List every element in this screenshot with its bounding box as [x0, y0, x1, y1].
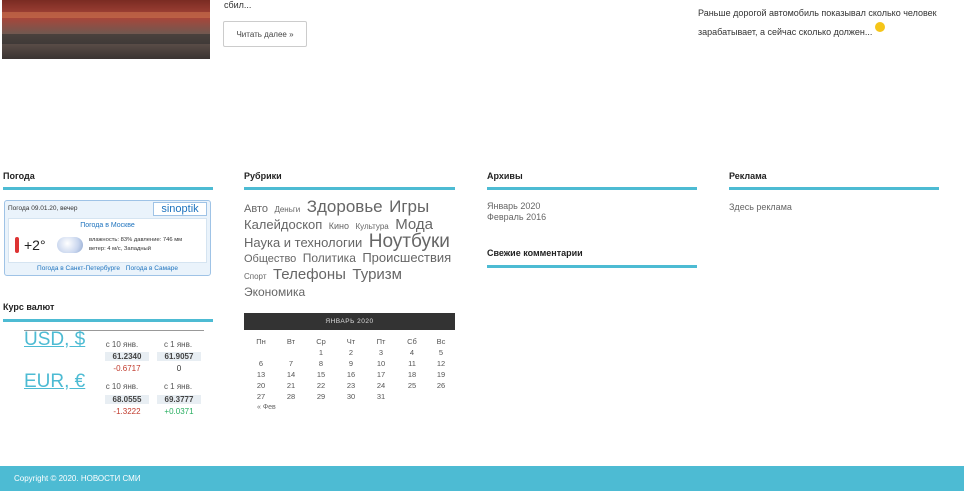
tag-cloud [244, 199, 458, 300]
currency-date-label: с 1 янв. [163, 382, 193, 391]
currency-value: 68.0555 [105, 395, 149, 404]
calendar-weekday: Вс [436, 337, 446, 346]
calendar-day: 30 [346, 392, 356, 401]
calendar-day: 9 [348, 359, 354, 368]
sunglasses-emoji-icon [875, 22, 885, 32]
post-right-text [698, 4, 948, 42]
thumbnail-detail [2, 34, 210, 44]
currency-value: 69.3777 [157, 395, 201, 404]
post-right-excerpt: Раньше дорогой автомобиль показывал сколько человек зарабатывает, а сейчас сколько должен... [698, 8, 937, 37]
post-thumbnail[interactable] [2, 0, 210, 59]
calendar-day: 17 [376, 370, 386, 379]
currency-date-label: с 10 янв. [105, 382, 139, 391]
weather-city-link[interactable]: Погода в Москве [80, 222, 135, 229]
calendar-widget [244, 313, 455, 411]
calendar-day: 25 [407, 381, 417, 390]
weather-link-samara[interactable]: Погода в Самаре [125, 265, 178, 272]
calendar-day: 7 [288, 359, 294, 368]
tag-link[interactable]: Телефоны [272, 266, 346, 283]
calendar-day: 8 [318, 359, 324, 368]
calendar-day: 1 [318, 348, 324, 357]
calendar-weekday: Пт [376, 337, 386, 346]
post-excerpt: сбил... [224, 0, 252, 10]
widget-title-underline [487, 187, 697, 190]
currency-date-label: с 1 янв. [163, 340, 193, 349]
calendar-weekday: Сб [407, 337, 417, 346]
calendar-day: 29 [316, 392, 326, 401]
calendar-day: 14 [286, 370, 296, 379]
weather-temperature: +2° [24, 237, 46, 253]
widget-title-underline [244, 187, 455, 190]
calendar-day: 11 [408, 359, 416, 368]
calendar-weekday: Пн [256, 337, 266, 346]
tag-link[interactable]: Авто [244, 203, 268, 215]
tag-link[interactable]: Игры [389, 197, 430, 216]
tag-link[interactable]: Экономика [244, 285, 306, 299]
archive-link[interactable]: Январь 2020 [487, 201, 541, 211]
read-more-button[interactable]: Читать далее » [223, 21, 307, 47]
calendar-weekday: Чт [346, 337, 356, 346]
archive-link[interactable]: Февраль 2016 [487, 212, 547, 222]
widget-title-archives: Архивы [487, 171, 523, 181]
tag-link[interactable]: Кино [328, 221, 350, 231]
currency-value: 61.2340 [105, 352, 149, 361]
calendar-day: 10 [376, 359, 386, 368]
tag-link[interactable]: Происшествия [362, 250, 452, 265]
calendar-weekday: Ср [316, 337, 326, 346]
calendar-day: 21 [286, 381, 296, 390]
calendar-day: 4 [409, 348, 415, 357]
widget-title-underline [3, 319, 213, 322]
currency-change: +0.0371 [164, 407, 194, 416]
calendar-day: 27 [256, 392, 266, 401]
widget-title-rubrics: Рубрики [244, 171, 282, 181]
currency-date-label: с 10 янв. [105, 340, 139, 349]
widget-title-comments: Свежие комментарии [487, 248, 583, 258]
calendar-day: 20 [256, 381, 266, 390]
footer-copyright: Copyright © 2020. НОВОСТИ СМИ [14, 474, 141, 483]
widget-title-underline [729, 187, 939, 190]
weather-panel [8, 218, 207, 263]
calendar-day: 23 [346, 381, 356, 390]
calendar-day: 5 [438, 348, 444, 357]
currency-change: -0.6717 [113, 364, 141, 373]
site-footer [0, 466, 964, 491]
widget-title-underline [487, 265, 697, 268]
tag-link[interactable]: Туризм [352, 266, 402, 283]
cloud-icon [57, 237, 83, 253]
calendar-prev-link[interactable]: « Фев [257, 404, 276, 411]
thumbnail-detail [2, 12, 210, 18]
calendar-day: 16 [346, 370, 356, 379]
tag-link[interactable]: Калейдоскоп [244, 217, 323, 232]
calendar-day: 2 [348, 348, 354, 357]
ad-placeholder-text: Здесь реклама [729, 202, 792, 212]
tag-link[interactable]: Наука и технологии [244, 235, 363, 250]
calendar-day: 22 [316, 381, 326, 390]
calendar-day: 15 [316, 370, 326, 379]
calendar-day: 6 [258, 359, 264, 368]
calendar-weekday: Вт [286, 337, 296, 346]
tag-link[interactable]: Деньги [274, 205, 301, 214]
tag-link[interactable]: Спорт [244, 272, 267, 281]
calendar-day: 26 [436, 381, 446, 390]
widget-title-ads: Реклама [729, 171, 767, 181]
currency-code-eur[interactable]: EUR, € [24, 371, 86, 392]
weather-wind: ветер: 4 м/с, Западный [89, 246, 151, 252]
calendar-day: 18 [407, 370, 417, 379]
tag-link[interactable]: Здоровье [306, 197, 383, 216]
currency-change: 0 [176, 364, 182, 373]
sinoptik-logo[interactable]: sinoptik [153, 202, 207, 216]
weather-humidity: влажность: 83% давление: 746 мм [89, 237, 183, 243]
calendar-day: 3 [378, 348, 384, 357]
tag-link[interactable]: Мода [395, 216, 433, 233]
calendar-day: 28 [286, 392, 296, 401]
currency-change: -1.3222 [113, 407, 141, 416]
widget-title-underline [3, 187, 213, 190]
calendar-caption: ЯНВАРЬ 2020 [244, 313, 455, 330]
calendar-day: 13 [256, 370, 266, 379]
calendar-day: 24 [376, 381, 386, 390]
tag-link[interactable]: Политика [302, 251, 356, 265]
tag-link[interactable]: Ноутбуки [368, 231, 450, 252]
currency-value: 61.9057 [157, 352, 201, 361]
calendar-day: 19 [436, 370, 446, 379]
tag-link[interactable]: Культура [355, 222, 389, 231]
weather-link-spb[interactable]: Погода в Санкт-Петербурге [37, 265, 120, 272]
calendar-day: 12 [436, 359, 446, 368]
currency-code-usd[interactable]: USD, $ [24, 329, 86, 350]
widget-title-weather: Погода [3, 171, 35, 181]
tag-link[interactable]: Общество [244, 253, 297, 265]
weather-header: Погода 09.01.20, вечер [8, 205, 78, 212]
calendar-day: 31 [376, 392, 386, 401]
widget-title-currency: Курс валют [3, 302, 55, 312]
weather-footer-links [5, 265, 210, 272]
thermometer-icon [15, 237, 19, 253]
weather-informer[interactable] [4, 200, 211, 276]
